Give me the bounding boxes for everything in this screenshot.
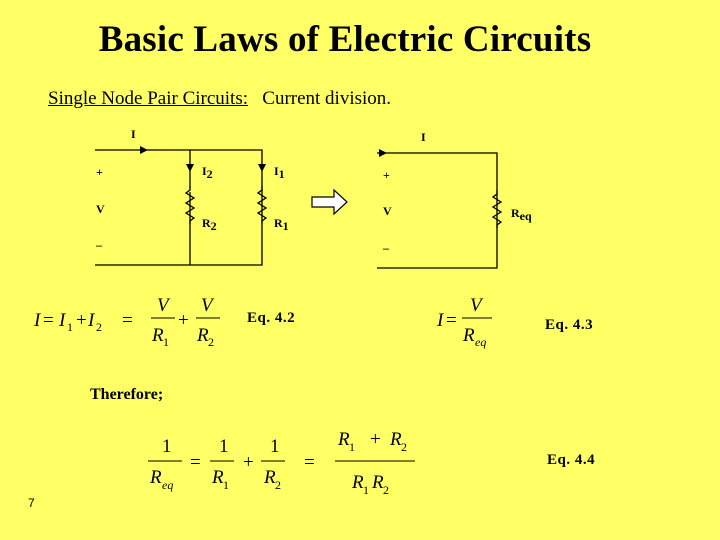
svg-text:R: R: [372, 472, 384, 493]
page-number: 7: [28, 496, 35, 510]
therefore-text: Therefore;: [90, 386, 164, 403]
svg-text:2: 2: [275, 478, 281, 492]
current-arrow-i-eq: [379, 149, 387, 157]
svg-text:R: R: [212, 467, 224, 488]
circuit-left: [95, 150, 266, 265]
svg-text:R: R: [197, 325, 209, 346]
svg-text:1: 1: [270, 436, 280, 457]
equation-4-3: [436, 295, 492, 349]
label-r2: R2: [202, 216, 217, 233]
svg-text:+: +: [370, 429, 381, 450]
svg-text:1: 1: [163, 335, 169, 349]
label-v-right: V: [383, 204, 392, 218]
svg-text:=: =: [304, 452, 315, 473]
label-i-right: I: [421, 130, 426, 144]
svg-text:=: =: [43, 310, 54, 331]
svg-text:2: 2: [96, 320, 102, 334]
svg-text:R: R: [390, 429, 402, 450]
equation-4-2: [33, 295, 220, 349]
svg-text:1: 1: [219, 436, 229, 457]
label-plus-right: +: [383, 168, 390, 182]
equivalence-arrow-icon: [312, 190, 347, 214]
svg-text:R: R: [463, 325, 475, 346]
label-i2: I2: [202, 164, 213, 181]
svg-text:1: 1: [349, 440, 355, 454]
label-v: V: [96, 202, 105, 216]
label-i: I: [131, 127, 136, 141]
svg-text:R: R: [352, 472, 364, 493]
label-req: Req: [511, 206, 532, 223]
svg-text:R: R: [338, 429, 350, 450]
svg-text:1: 1: [363, 483, 369, 497]
eq-4-4-label: Eq. 4.4: [547, 452, 596, 468]
svg-text:R: R: [264, 467, 276, 488]
svg-text:R: R: [150, 467, 162, 488]
label-r1: R1: [274, 216, 289, 233]
label-minus-right: –: [383, 241, 389, 255]
eq-4-3-label: Eq. 4.3: [545, 317, 594, 333]
svg-text:2: 2: [383, 483, 389, 497]
svg-text:V: V: [201, 295, 213, 316]
svg-text:1: 1: [223, 478, 229, 492]
circuit-right: [377, 153, 501, 268]
svg-text:I: I: [59, 310, 66, 331]
svg-text:V: V: [157, 295, 169, 316]
svg-text:eq: eq: [162, 478, 174, 492]
svg-text:+: +: [76, 310, 87, 331]
svg-text:eq: eq: [475, 335, 487, 349]
svg-text:2: 2: [208, 335, 214, 349]
label-plus: +: [96, 165, 103, 179]
label-minus: –: [96, 238, 102, 252]
slide-title: Basic Laws of Electric Circuits: [98, 19, 592, 60]
svg-text:V: V: [470, 295, 482, 316]
svg-text:+: +: [243, 452, 254, 473]
svg-text:=: =: [190, 452, 201, 473]
equation-4-4: [148, 429, 415, 497]
svg-text:2: 2: [401, 440, 407, 454]
eq-4-2-label: Eq. 4.2: [247, 310, 296, 326]
subtitle-topic: Single Node Pair Circuits:: [48, 88, 249, 109]
svg-text:=: =: [446, 310, 457, 331]
svg-text:=: =: [122, 310, 133, 331]
svg-text:I: I: [437, 310, 444, 331]
svg-text:I: I: [88, 310, 95, 331]
svg-text:1: 1: [67, 320, 73, 334]
current-arrow-i2: [186, 164, 194, 172]
svg-text:I: I: [34, 310, 41, 331]
label-i1: I1: [274, 164, 285, 181]
subtitle-detail: Current division.: [262, 88, 392, 109]
current-arrow-i: [140, 146, 148, 154]
svg-text:1: 1: [162, 436, 172, 457]
svg-text:R: R: [152, 325, 164, 346]
svg-text:+: +: [178, 310, 189, 331]
current-arrow-i1: [258, 164, 266, 172]
